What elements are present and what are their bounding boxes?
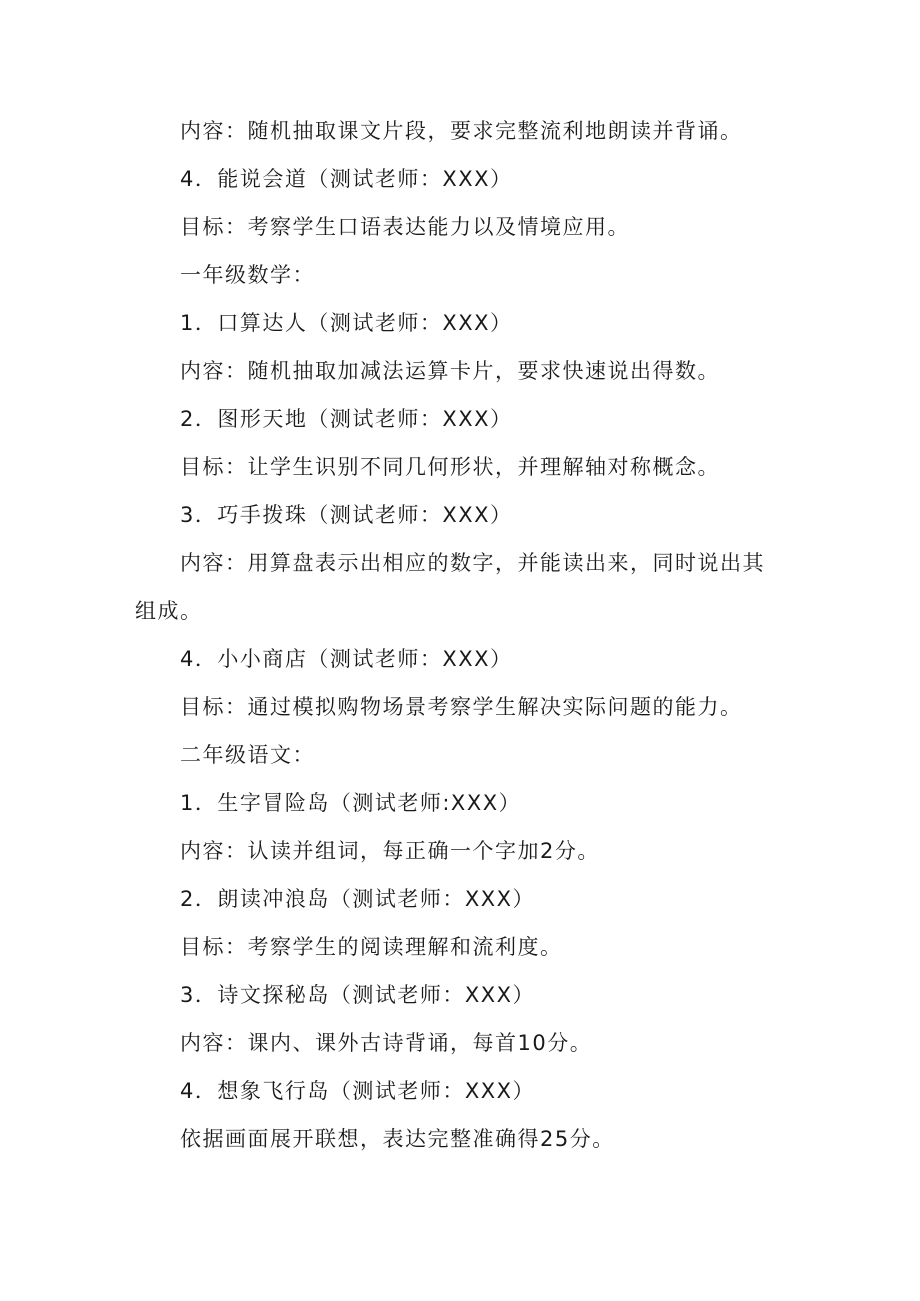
paragraph-line: 内容：用算盘表示出相应的数字，并能读出来，同时说出其 xyxy=(180,551,765,575)
paragraph-line: 依据画面展开联想，表达完整准确得25分。 xyxy=(180,1127,615,1151)
paragraph-line: 4．想象飞行岛（测试老师：XXX） xyxy=(180,1079,536,1103)
paragraph-line: 内容：认读并组词，每正确一个字加2分。 xyxy=(180,839,600,863)
paragraph-line: 1．生字冒险岛（测试老师:XXX） xyxy=(180,791,522,815)
paragraph-line: 内容：随机抽取加减法运算卡片，要求快速说出得数。 xyxy=(180,359,720,383)
paragraph-line: 3．巧手拨珠（测试老师：XXX） xyxy=(180,503,513,527)
paragraph-line: 组成。 xyxy=(135,599,203,623)
paragraph-line: 3．诗文探秘岛（测试老师：XXX） xyxy=(180,983,536,1007)
section-heading: 一年级数学： xyxy=(180,263,315,287)
paragraph-line: 4．能说会道（测试老师：XXX） xyxy=(180,167,513,191)
paragraph-line: 目标：让学生识别不同几何形状，并理解轴对称概念。 xyxy=(180,455,720,479)
section-heading: 二年级语文： xyxy=(180,743,315,767)
paragraph-line: 1．口算达人（测试老师：XXX） xyxy=(180,311,513,335)
paragraph-line: 目标：考察学生的阅读理解和流利度。 xyxy=(180,935,563,959)
paragraph-line: 目标：通过模拟购物场景考察学生解决实际问题的能力。 xyxy=(180,695,743,719)
paragraph-line: 目标：考察学生口语表达能力以及情境应用。 xyxy=(180,215,630,239)
paragraph-line: 内容：随机抽取课文片段，要求完整流利地朗读并背诵。 xyxy=(180,119,743,143)
paragraph-line: 4．小小商店（测试老师：XXX） xyxy=(180,647,513,671)
paragraph-line: 2．图形天地（测试老师：XXX） xyxy=(180,407,513,431)
paragraph-line: 2．朗读冲浪岛（测试老师：XXX） xyxy=(180,887,536,911)
paragraph-line: 内容：课内、课外古诗背诵，每首10分。 xyxy=(180,1031,593,1055)
